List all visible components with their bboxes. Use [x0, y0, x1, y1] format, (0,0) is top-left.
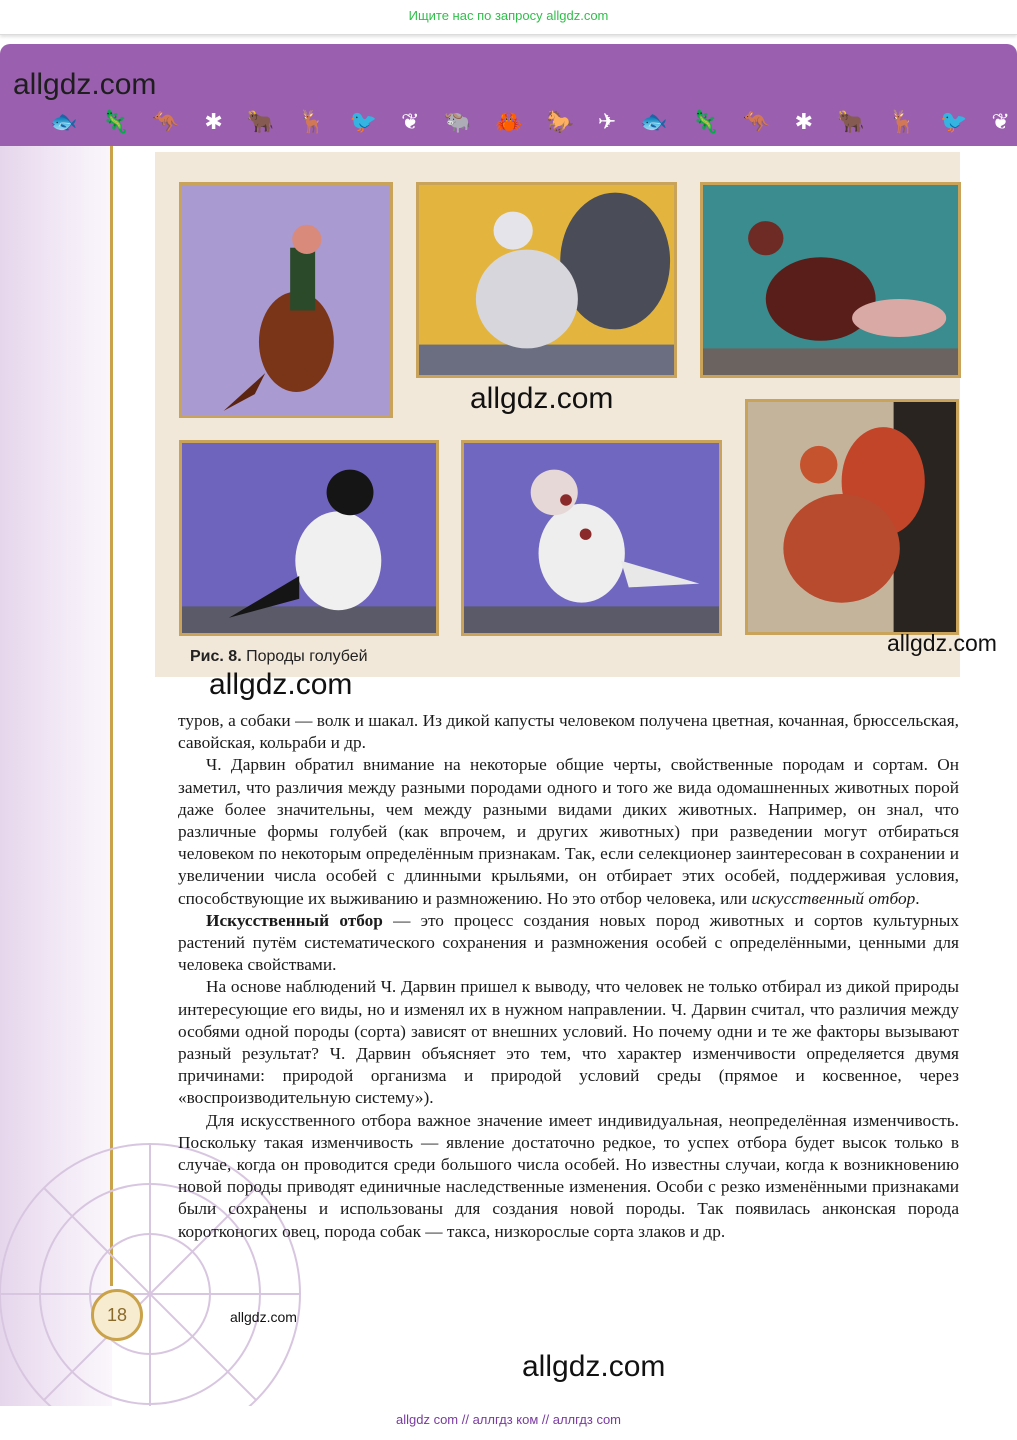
paragraph: Для искусственного отбора важное значение имеет индивидуальная, неопределённая изменчивость. Поскольку такая изменчивость — явление достаточно редкое, то успех отбора будет высок только в случае, когда он проводится среди большого числа особей. Но известны случаи, когда к возникновению новой породы приводят единичные наследственные изменения. Особи с резко изменёнными признаками были сохранены и использованы для создания новой породы. Так появилась анконская порода коротконогих овец, порода собак — такса, низкорослые сорта злаков и др. [178, 1110, 959, 1241]
textbook-page [0, 44, 1017, 1406]
figure-caption-label: Рис. 8. [190, 648, 242, 665]
footer-links[interactable]: allgdz com // аллгдз ком // аллгдз com [395, 1412, 622, 1427]
animal-icon-strip [50, 108, 1010, 138]
definition-term: Искусственный отбор [206, 910, 383, 930]
figure-caption [190, 648, 368, 666]
deer-icon: 🦌 [888, 110, 916, 135]
insect-icon: ✱ [794, 110, 814, 135]
top-banner [0, 0, 1017, 35]
paragraph [178, 754, 959, 909]
deer-icon: 🦌 [298, 110, 326, 135]
ox-icon: 🐂 [837, 110, 865, 135]
paragraph-end: . [915, 888, 920, 908]
watermark: allgdz.com [209, 668, 353, 701]
bird-icon: 🐦 [940, 110, 968, 135]
site-logo: allgdz.com [13, 68, 157, 101]
pigeon-photo-5 [461, 440, 722, 636]
lizard-icon: 🦎 [101, 110, 129, 135]
pterodactyl-icon: ✈ [597, 110, 617, 135]
paragraph: На основе наблюдений Ч. Дарвин пришел к выводу, что человек не только отбирал из дикой природы интересующие его виды, но и изменял их в нужном направлении. Ч. Дарвин считал, что различия между особями одной породы (сорта) зависят от внешних условий. Но почему одни и те же факторы вызывают разный результат? Ч. Дарвин объясняет это тем, что характер изменчивости определяется двумя причинами: природой организма и природой условий среды (прямое и косвенное, через «воспроизводительную систему»). [178, 977, 959, 1108]
pigeon-photo-4 [179, 440, 439, 636]
page-header [0, 44, 1017, 146]
crab-icon: 🦀 [495, 110, 523, 135]
kangaroo-icon: 🦘 [152, 110, 181, 135]
pigeon-photo-1 [179, 182, 393, 418]
watermark: allgdz.com [230, 1309, 297, 1325]
term-emphasis: искусственный отбор [751, 888, 916, 908]
top-banner-text[interactable]: Ищите нас по запросу allgdz.com [408, 8, 609, 23]
page-number: 18 [91, 1289, 143, 1341]
horse-icon: 🐎 [546, 110, 574, 135]
kangaroo-icon: 🦘 [743, 110, 771, 135]
paragraph: туров, а собаки — волк и шакал. Из дикой капусты человеком получена цветная, кочанная, брюссельская, савойская, кольраби и др. [178, 711, 959, 753]
watermark: allgdz.com [887, 630, 997, 656]
body-text [178, 710, 959, 1243]
butterfly-icon: ❦ [991, 110, 1010, 135]
bison-icon: 🐃 [443, 110, 471, 135]
butterfly-icon: ❦ [401, 110, 420, 135]
paragraph-text: Ч. Дарвин обратил внимание на некоторые общие черты, свойственные породам и сортам. Он заметил, что различия между разными породами одного и того же вида одомашненных животных порой даже более значительны, чем между разными видами диких животных. Например, он знал, что различные формы голубей (как впрочем, и других животных) при разведении могут отбираться человеком по некоторым определённым признакам. Так, если селекционер заинтересован в сохранении и увеличении числа особей с длинными крыльями, он отбирает этих особей, поддерживая условия, способствующие их выживанию и размножению. Но это отбор человека, или [178, 755, 959, 908]
lizard-icon: 🦎 [691, 110, 720, 135]
watermark: allgdz.com [470, 382, 614, 415]
pigeon-photo-6 [745, 399, 959, 635]
figure-caption-text: Породы голубей [246, 648, 368, 665]
fish-icon: 🐟 [50, 110, 78, 135]
pigeon-photo-3 [700, 182, 961, 378]
watermark: allgdz.com [522, 1350, 666, 1383]
bird-icon: 🐦 [349, 110, 378, 135]
insect-icon: ✱ [204, 110, 223, 135]
ox-icon: 🐂 [246, 110, 275, 135]
pigeon-photo-2 [416, 182, 677, 378]
definition-paragraph [178, 910, 959, 977]
fish-icon: 🐟 [640, 110, 668, 135]
definition-text: — это процесс создания новых пород животных и сортов культурных растений путём систематического сохранения и размножения особей с определёнными, ценными для человека свойствами. [178, 910, 959, 975]
